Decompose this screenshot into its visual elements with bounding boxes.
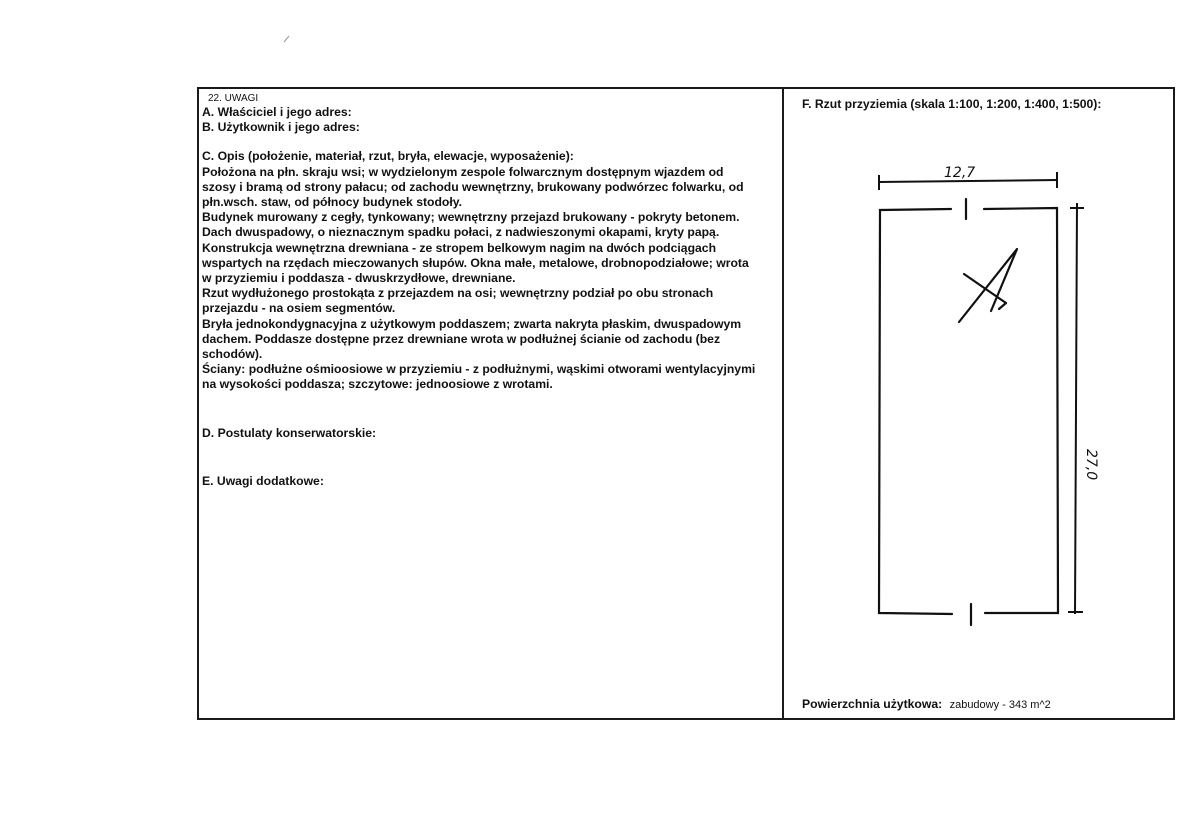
- description-line: schodów).: [202, 347, 263, 362]
- ground-floor-plan: [199, 89, 1173, 718]
- owner-label: A. Właściciel i jego adres:: [202, 105, 352, 119]
- description-line: przejazdu - na osiem segmentów.: [202, 301, 396, 316]
- description-line: płn.wsch. staw, od północy budynek stodoły.: [202, 195, 463, 210]
- scan-mark: [283, 30, 291, 38]
- description-line: Ściany: podłużne ośmioosiowe w przyziemiu - z podłużnymi, wąskimi otworami wentylacyjnymi: [202, 362, 756, 377]
- description-line: Rzut wydłużonego prostokąta z przejazdem na osi; wewnętrzny podział po obu stronach: [202, 286, 714, 301]
- record-card-sheet: [197, 87, 1175, 720]
- description-line: na wysokości poddasza; szczytowe: jednoosiowe z wrotami.: [202, 377, 553, 392]
- usable-area-row: [802, 697, 1051, 711]
- user-label: B. Użytkownik i jego adres:: [202, 120, 360, 135]
- length-dimension-label: 27,0: [1083, 449, 1099, 481]
- description-label: C. Opis (położenie, materiał, rzut, bryła, elewacje, wyposażenie):: [202, 149, 574, 164]
- north-arrow-icon: [959, 249, 1017, 322]
- width-dimension-label: 12,7: [944, 165, 976, 181]
- additional-remarks-label: E. Uwagi dodatkowe:: [202, 473, 324, 488]
- description-line: Bryła jednokondygnacyjna z użytkowym poddaszem; zwarta nakryta płaskim, dwuspadowym: [202, 316, 742, 331]
- usable-area-value: zabudowy - 343 m^2: [949, 699, 1051, 711]
- length-dimension-line: [1068, 203, 1084, 614]
- building-outline: [879, 199, 1058, 625]
- description-line: Położona na płn. skraju wsi; w wydzielonym zespole folwarcznym dostępnym wjazdem od: [202, 164, 724, 179]
- description-line: w przyziemiu i poddasza - dwuskrzydłowe, drewniane.: [202, 271, 516, 286]
- section-header: 22. UWAGI: [208, 93, 259, 104]
- description-line: Konstrukcja wewnętrzna drewniana - ze stropem belkowym nagim na dwóch podciągach: [202, 240, 717, 255]
- description-line: wspartych na rzędach mieczowanych słupów. Okna małe, metalowe, drobnopodziałowe; wrota: [202, 255, 749, 270]
- conservation-label: D. Postulaty konserwatorskie:: [202, 425, 377, 440]
- usable-area-label: Powierzchnia użytkowa:: [802, 697, 943, 711]
- description-line: Dach dwuspadowy, o nieznacznym spadku połaci, z nadwieszonymi okapami, kryty papą.: [202, 225, 720, 240]
- description-line: szosy i bramą od strony pałacu; od zachodu wewnętrzny, brukowany podwórzec folwarku, od: [202, 179, 744, 194]
- description-line: Budynek murowany z cegły, tynkowany; wewnętrzny przejazd brukowany - pokryty betonem.: [202, 210, 740, 225]
- plan-title: F. Rzut przyziemia (skala 1:100, 1:200, 1:400, 1:500):: [802, 97, 1102, 111]
- description-line: dachem. Poddasze dostępne przez drewniane wrota w podłużnej ścianie od zachodu (bez: [202, 331, 721, 346]
